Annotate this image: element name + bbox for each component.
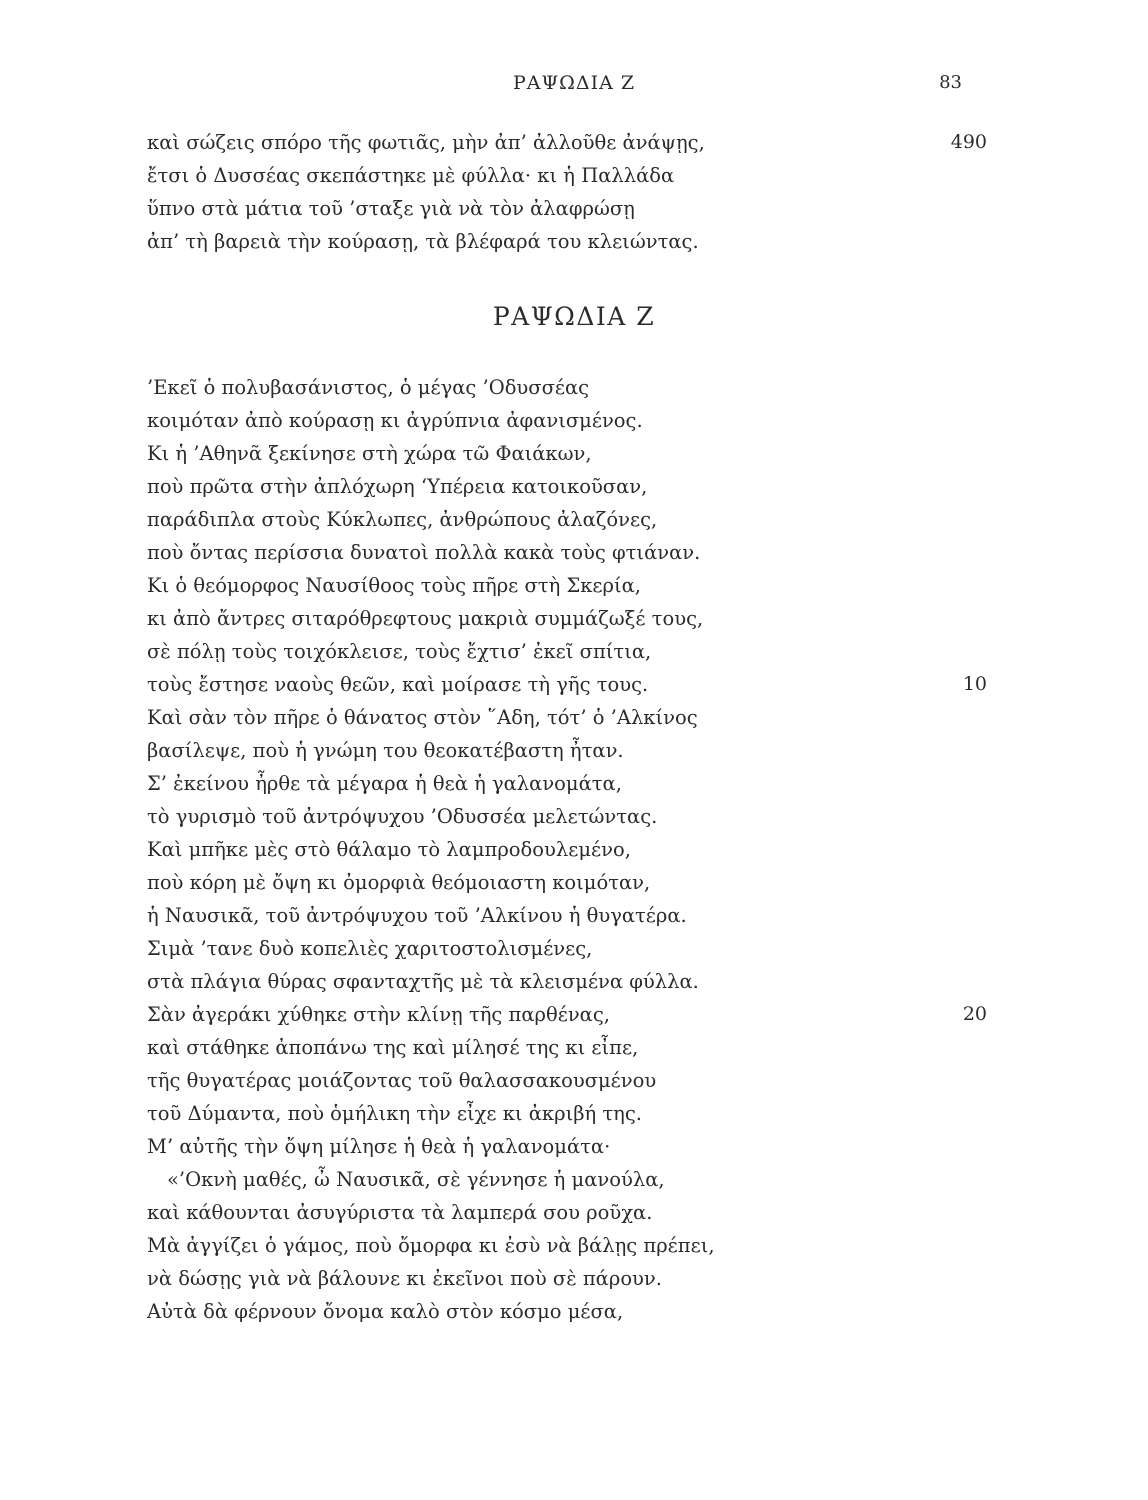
verse-text: ἀπ’ τὴ βαρειὰ τὴν κούρασῃ, τὰ βλέφαρά του κλειώντας. <box>147 230 699 253</box>
verse-text: βασίλεψε, ποὺ ἡ γνώμη του θεοκατέβαστη ἦταν. <box>147 739 624 762</box>
book-verses <box>147 371 987 1328</box>
verse-line <box>147 833 977 866</box>
verse-line <box>147 1262 977 1295</box>
verse-line <box>147 192 977 225</box>
verse-line <box>147 998 987 1031</box>
verse-text: «’Οκνὴ μαθές, ὦ Ναυσικᾶ, σὲ γέννησε ἡ μανούλα, <box>167 1168 665 1191</box>
verse-line <box>147 1097 977 1130</box>
verse-line <box>147 602 977 635</box>
verse-line <box>147 1031 977 1064</box>
verse-text: Σιμὰ ’τανε δυὸ κοπελιὲς χαριτοστολισμένες, <box>147 937 593 960</box>
verse-line <box>147 668 987 701</box>
book-title: ΡΑΨΩΔΙΑ Ζ <box>492 302 656 331</box>
verse-line <box>147 965 977 998</box>
verse-text: Σ’ ἐκείνου ἦρθε τὰ μέγαρα ἡ θεὰ ἡ γαλανομάτα, <box>147 772 622 795</box>
verse-line <box>147 1196 977 1229</box>
verse-line <box>147 1130 977 1163</box>
line-number: 490 <box>950 131 987 153</box>
verse-text: κι ἀπὸ ἄντρες σιταρόθρεφτους μακριὰ συμμάζωξέ τους, <box>147 607 704 630</box>
verse-line <box>147 126 987 159</box>
verse-text: ποὺ ὄντας περίσσια δυνατοὶ πολλὰ κακὰ τοὺς φτιάναν. <box>147 541 701 564</box>
page-header <box>0 72 1148 102</box>
verse-line <box>147 899 977 932</box>
verse-text: Σὰν ἀγεράκι χύθηκε στὴν κλίνῃ τῆς παρθένας, <box>147 1003 610 1026</box>
verse-text: παράδιπλα στοὺς Κύκλωπες, ἀνθρώπους ἀλαζόνες, <box>147 508 658 531</box>
verse-text: Μ’ αὐτῆς τὴν ὄψη μίλησε ἡ θεὰ ἡ γαλανομάτα· <box>147 1135 611 1158</box>
verse-line <box>147 767 977 800</box>
verse-line <box>147 701 977 734</box>
verse-line <box>147 1064 977 1097</box>
verse-line <box>147 800 977 833</box>
verse-text: ὕπνο στὰ μάτια τοῦ ’σταξε γιὰ νὰ τὸν ἀλαφρώσῃ <box>147 197 635 220</box>
verse-line <box>147 470 977 503</box>
verse-text: σὲ πόλῃ τοὺς τοιχόκλεισε, τοὺς ἔχτισ’ ἐκεῖ σπίτια, <box>147 640 652 663</box>
verse-line <box>147 404 977 437</box>
verse-text: τὸ γυρισμὸ τοῦ ἀντρόψυχου ’Οδυσσέα μελετώντας. <box>147 805 658 828</box>
verse-line <box>147 932 977 965</box>
verse-text: νὰ δώσῃς γιὰ νὰ βάλουνε κι ἐκεῖνοι ποὺ σὲ πάρουν. <box>147 1267 662 1290</box>
verse-line <box>147 734 977 767</box>
line-number: 10 <box>962 673 987 695</box>
verse-line <box>147 569 977 602</box>
verse-line <box>147 1229 977 1262</box>
verse-line <box>147 159 977 192</box>
verse-line <box>147 225 977 258</box>
verse-line <box>147 635 977 668</box>
verse-line <box>147 536 977 569</box>
verse-text: ποὺ κόρη μὲ ὄψη κι ὀμορφιὰ θεόμοιαστη κοιμόταν, <box>147 871 651 894</box>
verse-text: στὰ πλάγια θύρας σφανταχτῆς μὲ τὰ κλεισμένα φύλλα. <box>147 970 699 993</box>
verse-line <box>147 1295 977 1328</box>
verse-text: Καὶ σὰν τὸν πῆρε ὁ θάνατος στὸν ῞Αδη, τότ’ ὁ ’Αλκίνος <box>147 706 698 729</box>
verse-text: καὶ κάθουνται ἀσυγύριστα τὰ λαμπερά σου ροῦχα. <box>147 1201 653 1224</box>
verse-text: Κι ὁ θεόμορφος Ναυσίθοος τοὺς πῆρε στὴ Σκερία, <box>147 574 642 597</box>
verse-text: καὶ στάθηκε ἀποπάνω της καὶ μίλησέ της κι εἶπε, <box>147 1036 639 1059</box>
verse-text: Μὰ ἀγγίζει ὁ γάμος, ποὺ ὄμορφα κι ἐσὺ νὰ βάλῃς πρέπει, <box>147 1234 715 1257</box>
verse-line <box>147 437 977 470</box>
verse-text: τοὺς ἔστησε ναοὺς θεῶν, καὶ μοίρασε τὴ γῆς τους. <box>147 673 649 696</box>
verse-text: τοῦ Δύμαντα, ποὺ ὁμήλικη τὴν εἶχε κι ἀκριβή της. <box>147 1102 642 1125</box>
verse-line <box>147 866 977 899</box>
verse-line <box>147 1163 977 1196</box>
verse-text: Αὐτὰ δὰ φέρνουν ὄνομα καλὸ στὸν κόσμο μέσα, <box>147 1300 624 1323</box>
verse-text: ἔτσι ὁ Δυσσέας σκεπάστηκε μὲ φύλλα· κι ἡ Παλλάδα <box>147 164 675 187</box>
verse-text: ποὺ πρῶτα στὴν ἀπλόχωρη ‘Υπέρεια κατοικοῦσαν, <box>147 475 648 498</box>
previous-book-ending <box>147 126 987 258</box>
verse-line <box>147 371 977 404</box>
verse-text: Κι ἡ ’Αθηνᾶ ξεκίνησε στὴ χώρα τῶ Φαιάκων, <box>147 442 592 465</box>
verse-text: ἡ Ναυσικᾶ, τοῦ ἀντρόψυχου τοῦ ’Αλκίνου ἡ θυγατέρα. <box>147 904 687 927</box>
verse-text: Καὶ μπῆκε μὲς στὸ θάλαμο τὸ λαμπροδουλεμένο, <box>147 838 631 861</box>
verse-text: καὶ σώζεις σπόρο τῆς φωτιᾶς, μὴν ἀπ’ ἀλλοῦθε ἀνάψῃς, <box>147 131 705 154</box>
verse-line <box>147 503 977 536</box>
verse-text: κοιμόταν ἀπὸ κούρασῃ κι ἀγρύπνια ἀφανισμένος. <box>147 409 643 432</box>
running-title: ΡΑΨΩΔΙΑ Ζ <box>512 72 636 94</box>
verse-text: τῆς θυγατέρας μοιάζοντας τοῦ θαλασσακουσμένου <box>147 1069 657 1092</box>
line-number: 20 <box>962 1003 987 1025</box>
verse-text: ’Εκεῖ ὁ πολυβασάνιστος, ὁ μέγας ’Οδυσσέας <box>147 376 590 399</box>
page-number: 83 <box>939 72 962 93</box>
